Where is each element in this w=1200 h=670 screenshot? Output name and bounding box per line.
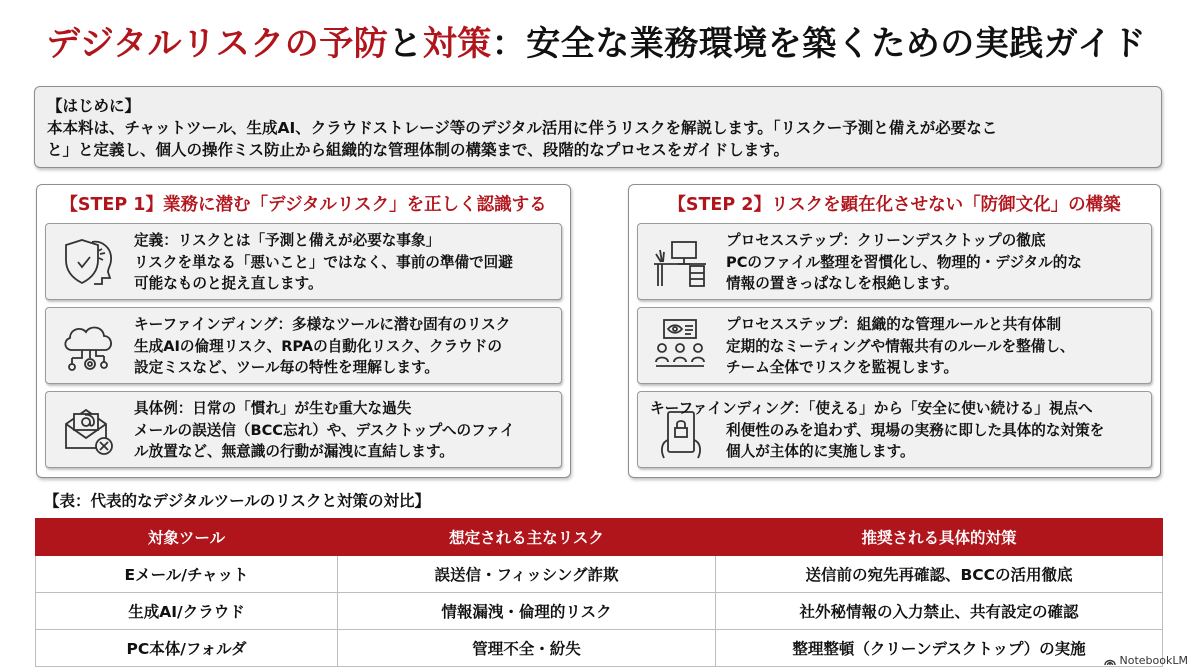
table-cell: 生成AI/クラウド (36, 593, 338, 630)
intro-line-2: と」と定義し、個人の操作ミス防止から組織的な管理体制の構築まで、段階的なプロセスをガイドします。 (47, 141, 789, 159)
table-cell: 整理整頓（クリーンデスクトップ）の実施 (716, 630, 1163, 667)
table-row (36, 556, 1163, 593)
notebooklm-logo-icon (1104, 655, 1116, 666)
table-caption: 【表：代表的なデジタルツールのリスクと対策の対比】 (44, 492, 430, 510)
step2-title: 【STEP 2】リスクを顕在化させない「防御文化」の構築 (668, 195, 1121, 215)
step1-card-1-text: 定義：リスクとは「予測と備えが必要な事象」 リスクを単なる「悪いこと」ではなく、事前の準備で回避 可能なものと捉え直します。 (134, 232, 513, 292)
title-part-3: 対策 (422, 24, 492, 64)
intro-box (34, 86, 1162, 168)
step1-card-definition (45, 223, 562, 300)
table-header-cell: 想定される主なリスク (338, 519, 716, 556)
table-cell: 管理不全・紛失 (338, 630, 716, 667)
table-header-cell: 推奨される具体的対策 (716, 519, 1163, 556)
step1-card-example (45, 391, 562, 468)
step2-panel (628, 184, 1161, 478)
page-title (46, 16, 1166, 65)
table-header-cell: 対象ツール (36, 519, 338, 556)
brand-name: NotebookLM (1119, 654, 1188, 667)
step1-title: 【STEP 1】業務に潜む「デジタルリスク」を正しく認識する (60, 195, 547, 215)
table-cell: 送信前の宛先再確認、BCCの活用徹底 (716, 556, 1163, 593)
table-cell: Eメール/チャット (36, 556, 338, 593)
table-row (36, 630, 1163, 667)
table-row (36, 593, 1163, 630)
step2-card-1-text: プロセスステップ：クリーンデスクトップの徹底 PCのファイル整理を習慣化し、物理的・デジタル的な 情報の置きっぱなしを根絶します。 (726, 232, 1082, 292)
meeting-icon (650, 316, 710, 376)
step2-card-3-text: キーファインディング：「使える」から「安全に使い続ける」視点へ 利便性のみを追わず、現場の実務に即した具体的な対策を 個人が主体的に実施します。 (650, 400, 1105, 460)
step1-card-3-text: 具体例：日常の「慣れ」が生む重大な過失 メールの誤送信（BCC忘れ）や、デスクトップへのファイ ル放置など、無意識の行動が漏洩に直結します。 (134, 400, 515, 460)
step1-panel (36, 184, 571, 478)
step2-card-rules (637, 307, 1152, 384)
title-part-4: ：安全な業務環境を築くための実践ガイド (491, 24, 1147, 64)
intro-heading: 【はじめに】 (47, 97, 141, 115)
step2-card-clean-desk (637, 223, 1152, 300)
notebooklm-watermark (1104, 654, 1188, 667)
title-part-1: デジタルリスクの予防 (46, 24, 389, 64)
title-part-2: と (388, 24, 423, 64)
email-error-icon (58, 400, 118, 460)
table-cell: 情報漏洩・倫理的リスク (338, 593, 716, 630)
comparison-table (35, 518, 1163, 667)
step2-card-2-text: プロセスステップ：組織的な管理ルールと共有体制 定期的なミーティングや情報共有のルールを整備し、 チーム全体でリスクを監視します。 (726, 316, 1075, 376)
table-cell: 誤送信・フィッシング詐欺 (338, 556, 716, 593)
step2-card-key-finding (637, 391, 1152, 468)
shield-head-icon (58, 232, 118, 292)
step1-card-key-finding (45, 307, 562, 384)
step1-card-2-text: キーファインディング：多様なツールに潜む固有のリスク 生成AIの倫理リスク、RPAの自動化リスク、クラウドの 設定ミスなど、ツール毎の特性を理解します。 (134, 316, 511, 376)
table-cell: PC本体/フォルダ (36, 630, 338, 667)
cloud-network-icon (58, 316, 118, 376)
table-header-row (36, 519, 1163, 556)
desk-icon (650, 232, 710, 292)
table-cell: 社外秘情報の入力禁止、共有設定の確認 (716, 593, 1163, 630)
intro-line-1: 本本料は、チャットツール、生成AI、クラウドストレージ等のデジタル活用に伴うリスクを解説します。「リスクー予測と備えが必要なこ (47, 119, 998, 137)
